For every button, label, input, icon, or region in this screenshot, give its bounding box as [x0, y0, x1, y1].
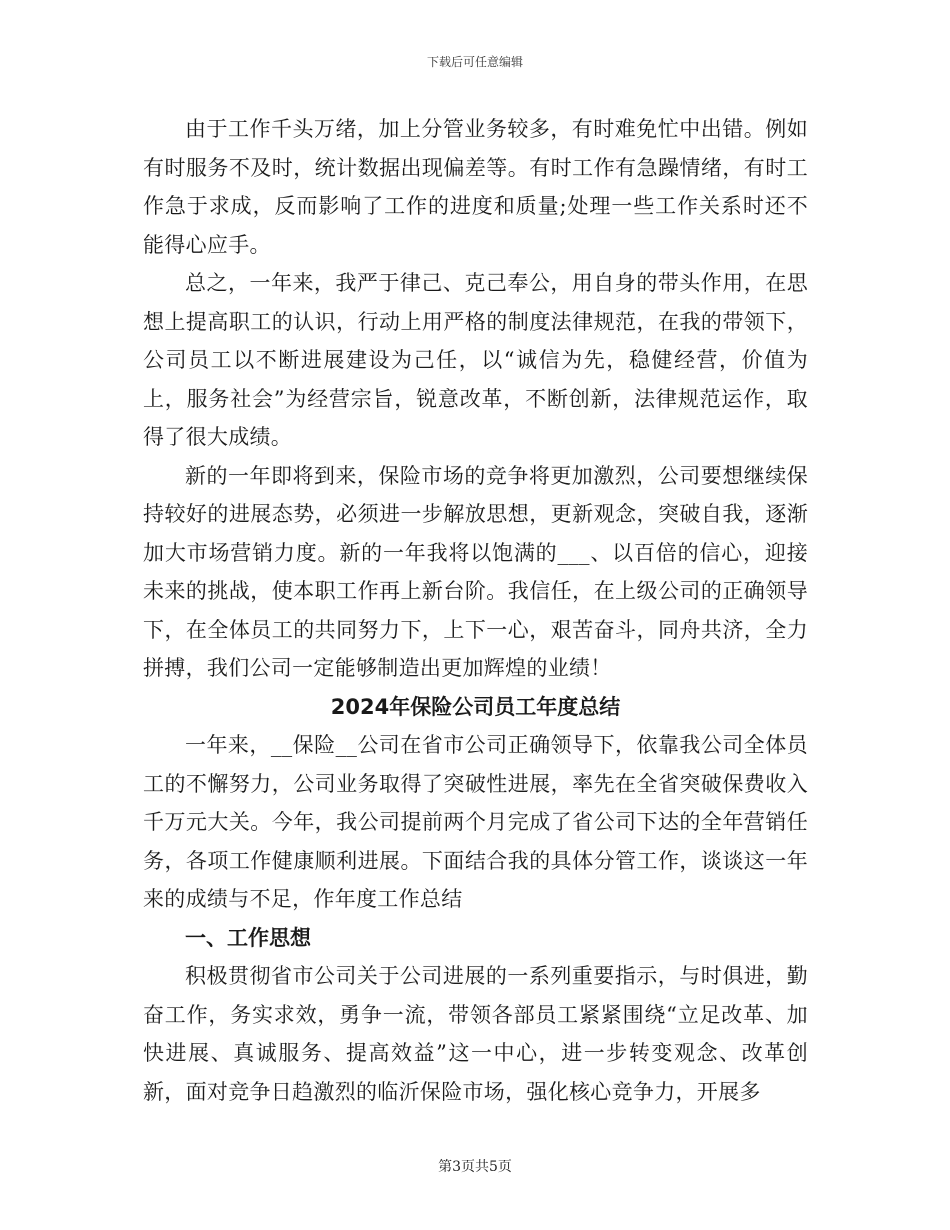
header-note: 下载后可任意编辑: [426, 55, 523, 69]
section-paragraph: 积极贯彻省市公司关于公司进展的一系列重要指示，与时俱进，勤奋工作，务实求效，勇争一流，带领各部员工紧紧围绕“立足改革、加快进展、真诚服务、提高效益”这一中心，进一步转变观念、改革创新，面对竞争日趋激烈的临沂保险市场，强化核心竞争力，开展多: [143, 964, 808, 1104]
paragraph-1: 由于工作千头万绪，加上分管业务较多，有时难免忙中出错。例如有时服务不及时，统计数据出现偏差等。有时工作有急躁情绪，有时工作急于求成，反而影响了工作的进度和质量;处理一些工作关系时还不能得心应手。: [143, 117, 808, 257]
page-number: 第3页共5页: [438, 1159, 512, 1175]
document-title: 2024年保险公司员工年度总结: [330, 694, 621, 719]
intro-paragraph: 一年来，__保险__公司在省市公司正确领导下，依靠我公司全体员工的不懈努力，公司业务取得了突破性进展，率先在全省突破保费收入千万元大关。今年，我公司提前两个月完成了省公司下达的全年营销任务，各项工作健康顺利进展。下面结合我的具体分管工作，谈谈这一年来的成绩与不足，作年度工作总结: [143, 733, 808, 911]
document-body: [143, 110, 808, 1111]
section-heading: 一、工作思想: [185, 925, 311, 950]
paragraph-3: 新的一年即将到来，保险市场的竞争将更加激烈，公司要想继续保持较好的进展态势，必须进一步解放思想，更新观念，突破自我，逐渐加大市场营销力度。新的一年我将以饱满的___、以百倍的信心，迎接未来的挑战，使本职工作再上新台阶。我信任，在上级公司的正确领导下，在全体员工的共同努力下，上下一心，艰苦奋斗，同舟共济，全力拼搏，我们公司一定能够制造出更加辉煌的业绩！: [143, 463, 808, 680]
paragraph-2: 总之，一年来，我严于律己、克己奉公，用自身的带头作用，在思想上提高职工的认识，行动上用严格的制度法律规范，在我的带领下，公司员工以不断进展建设为己任，以“诚信为先，稳健经营，价值为上，服务社会”为经营宗旨，锐意改革，不断创新，法律规范运作，取得了很大成绩。: [143, 271, 808, 449]
